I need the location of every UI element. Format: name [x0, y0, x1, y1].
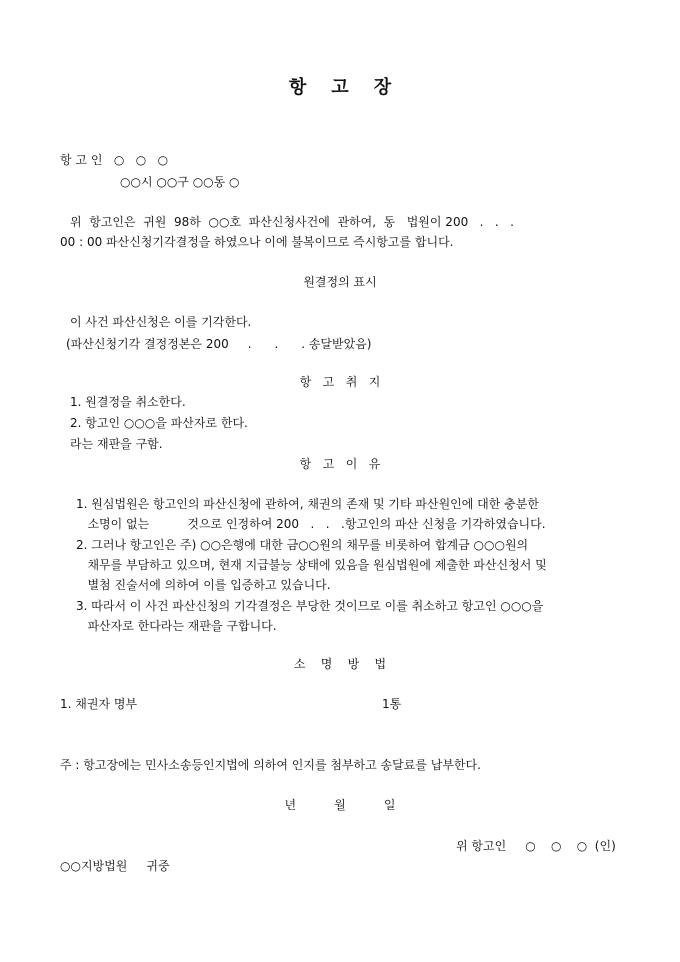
original-decision-line-1: 이 사건 파산신청은 이를 기각한다.	[70, 315, 252, 329]
purpose-item: 2. 항고인 ○○○을 파산자로 한다.	[70, 416, 248, 430]
appellant-line: 항 고 인 ○ ○ ○	[60, 153, 169, 167]
purpose-heading: 항 고 취 지	[299, 375, 381, 389]
reason-line: 2. 그러나 항고인은 주) ○○은행에 대한 금○○원의 채무를 비롯하여 합계금 ○○○원의	[76, 538, 529, 552]
original-decision-heading: 원결정의 표시	[303, 275, 377, 289]
reason-line: 파산자로 한다라는 재판을 구합니다.	[76, 619, 277, 633]
intro-line-1: 위 항고인은 귀원 98하 ○○호 파산신청사건에 관하여, 동 법원이 200 . . .	[70, 215, 514, 229]
purpose-item: 라는 재판을 구함.	[70, 437, 163, 451]
signature-line: 위 항고인 ○ ○ ○ (인)	[456, 839, 616, 853]
document-title: 항 고 장	[288, 77, 392, 98]
court-addressee: ○○지방법원 귀중	[60, 859, 170, 873]
evidence-heading: 소 명 방 법	[293, 657, 387, 671]
reason-line: 1. 원심법원은 항고인의 파산신청에 관하여, 채권의 존재 및 기타 파산원인에 대한 충분한	[76, 497, 539, 511]
reason-line: 별첨 진술서에 의하여 이를 입증하고 있습니다.	[76, 578, 331, 592]
appellant-address: ○○시 ○○구 ○○동 ○	[120, 175, 240, 189]
evidence-item-label: 1. 채권자 명부	[60, 697, 138, 711]
reason-line: 3. 따라서 이 사건 파산신청의 기각결정은 부당한 것이므로 이를 취소하고 항고인 ○○○을	[76, 599, 544, 613]
purpose-item: 1. 원결정을 취소한다.	[70, 395, 186, 409]
reasons-heading: 항 고 이 유	[299, 457, 381, 471]
evidence-item-count: 1통	[382, 697, 402, 711]
intro-line-2: 00 : 00 파산신청기각결정을 하였으나 이에 불복이므로 즉시항고를 합니다.	[60, 235, 454, 249]
reason-line: 소명이 없는 것으로 인정하여 200 . . .항고인의 파산 신청을 기각하였습니다.	[76, 517, 546, 531]
note: 주 : 항고장에는 민사소송등인지법에 의하여 인지를 첨부하고 송달료를 납부한다.	[60, 758, 481, 772]
original-decision-line-2: (파산신청기각 결정정본은 200 . . . 송달받았음)	[66, 337, 372, 351]
reason-line: 채무를 부담하고 있으며, 현재 지급불능 상태에 있음을 원심법원에 제출한 파산신청서 및	[76, 558, 547, 572]
date-line: 년 월 일	[284, 798, 396, 812]
